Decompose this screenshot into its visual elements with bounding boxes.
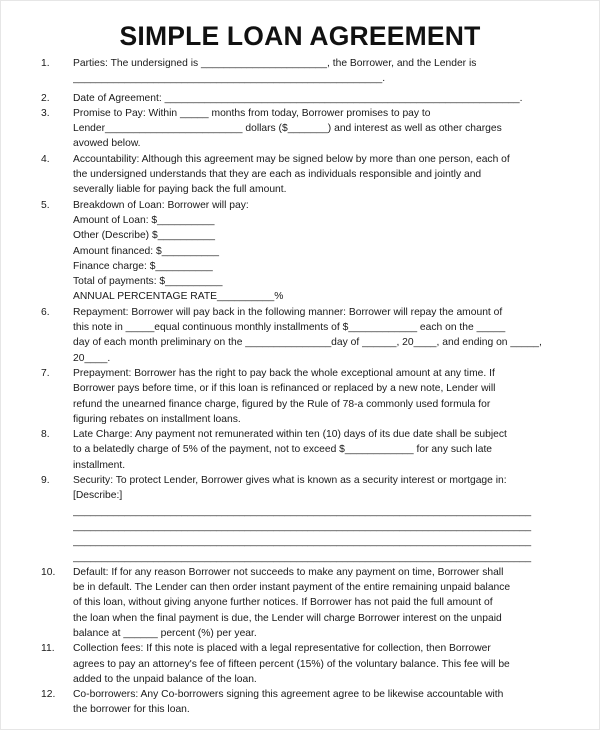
- clause-number: 10.: [41, 566, 56, 578]
- clause-line: Date of Agreement: ______________________________________________________________.: [73, 92, 523, 104]
- annual-percentage-rate-line: ANNUAL PERCENTAGE RATE__________%: [73, 291, 284, 303]
- clause-co-borrowers: [41, 687, 563, 718]
- clause-line: Accountability: Although this agreement may be signed below by more than one person, each of: [73, 153, 510, 165]
- clause-line: balance at ______ percent (%) per year.: [73, 627, 257, 639]
- security-describe-blank: ________________________________________________________________________________: [73, 536, 532, 548]
- clause-line: Lender________________________ dollars ($_______) and interest as well as other charges: [73, 123, 502, 135]
- clause-line: refund the unearned finance charge, figured by the Rule of 78-a commonly used formula for: [73, 398, 491, 410]
- clause-line: avowed below.: [73, 138, 141, 150]
- clause-line: Collection fees: If this note is placed with a legal representative for collection, then Borrower: [73, 643, 491, 655]
- clause-line: be in default. The Lender can then order instant payment of the entire remaining unpaid balance: [73, 582, 511, 594]
- clause-line: Late Charge: Any payment not remunerated within ten (10) days of its due date shall be subject: [73, 429, 507, 441]
- clause-default: [41, 565, 563, 641]
- clause-number: 5.: [41, 199, 50, 211]
- clause-number: 1.: [41, 58, 50, 69]
- clause-line: the loan when the final payment is due, the Lender will charge Borrower interest on the unpaid: [73, 612, 502, 624]
- clause-line: day of each month preliminary on the _______________day of ______, 20____, and ending on _____,: [73, 337, 542, 349]
- clause-line: of this loan, without giving anyone further notices. If Borrower has not paid the full amount of: [73, 597, 493, 609]
- clause-line: Borrower pays before time, or if this loan is refinanced or replaced by a new note, Lender will: [73, 383, 496, 395]
- clause-number: 4.: [41, 153, 50, 165]
- clause-line: Parties: The undersigned is ______________________, the Borrower, and the Lender is: [73, 58, 477, 69]
- clause-line: the borrower for this loan.: [73, 704, 190, 716]
- amount-financed-line: Amount financed: $__________: [73, 245, 219, 257]
- clause-line: Breakdown of Loan: Borrower will pay:: [73, 199, 249, 211]
- clause-prepayment: [41, 366, 563, 427]
- clause-line: this note in _____equal continuous monthly installments of $____________ each on the _____: [73, 322, 506, 334]
- other-describe-line: Other (Describe) $__________: [73, 230, 215, 242]
- security-describe-blank: ________________________________________________________________________________: [73, 551, 532, 563]
- clause-late-charge: [41, 427, 563, 473]
- clause-promise-to-pay: [41, 106, 563, 152]
- clause-number: 8.: [41, 429, 50, 441]
- clause-number: 6.: [41, 306, 50, 318]
- clause-parties: [41, 56, 563, 87]
- clause-number: 7.: [41, 367, 50, 379]
- clause-line: Repayment: Borrower will pay back in the following manner: Borrower will repay the amount of: [73, 306, 503, 318]
- clause-number: 12.: [41, 689, 56, 701]
- clause-line: 20____.: [73, 352, 111, 364]
- amount-of-loan-line: Amount of Loan: $__________: [73, 214, 215, 226]
- clause-line: ______________________________________________________.: [73, 73, 386, 85]
- clause-security: [41, 473, 563, 565]
- clause-number: 9.: [41, 475, 50, 487]
- clause-line: Co-borrowers: Any Co-borrowers signing this agreement agree to be likewise accountable with: [73, 689, 504, 701]
- clause-line: to a belatedly charge of 5% of the payment, not to exceed $____________ for any such late: [73, 444, 493, 456]
- finance-charge-line: Finance charge: $__________: [73, 260, 213, 272]
- total-of-payments-line: Total of payments: $__________: [73, 276, 223, 288]
- clause-collection-fees: [41, 641, 563, 687]
- clause-line: agrees to pay an attorney's fee of fifteen percent (15%) of the voluntary balance. This fee will be: [73, 658, 510, 670]
- clause-repayment: [41, 305, 563, 366]
- clause-line: figuring rebates on installment loans.: [73, 413, 241, 425]
- clause-number: 2.: [41, 92, 50, 104]
- clause-line: Security: To protect Lender, Borrower gives what is known as a security interest or mortgage in:: [73, 475, 507, 487]
- clause-line: Default: If for any reason Borrower not succeeds to make any payment on time, Borrower shall: [73, 566, 504, 578]
- clause-line: [Describe:]: [73, 490, 123, 502]
- clause-line: installment.: [73, 459, 126, 471]
- security-describe-blank: ________________________________________________________________________________: [73, 505, 532, 517]
- clause-number: 11.: [41, 643, 55, 655]
- clause-line: the undersigned understands that they are each as individuals responsible and jointly and: [73, 169, 482, 181]
- clause-line: Prepayment: Borrower has the right to pay back the whole exceptional amount at any time. If: [73, 367, 495, 379]
- security-describe-blank: ________________________________________________________________________________: [73, 520, 532, 532]
- clause-breakdown-of-loan: [41, 198, 563, 305]
- clause-date-of-agreement: [41, 91, 563, 106]
- clause-list: [41, 56, 563, 718]
- clause-line: added to the unpaid balance of the loan.: [73, 673, 257, 685]
- document-title: SIMPLE LOAN AGREEMENT: [119, 21, 481, 51]
- clause-line: Promise to Pay: Within _____ months from today, Borrower promises to pay to: [73, 107, 431, 119]
- clause-line: severally liable for paying back the full amount.: [73, 184, 287, 196]
- clause-number: 3.: [41, 107, 50, 119]
- clause-accountability: [41, 152, 563, 198]
